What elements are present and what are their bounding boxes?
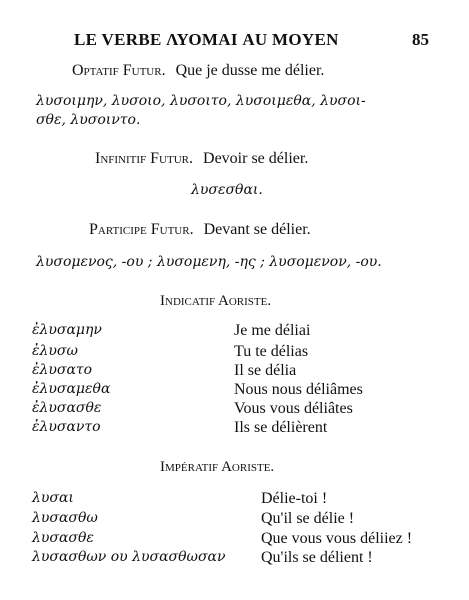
optatif-futur-heading	[72, 62, 324, 80]
greek-form: ἐλυσαντο	[32, 419, 101, 435]
french-translation: Vous vous déliâtes	[234, 400, 353, 417]
french-translation: Il se délia	[234, 362, 297, 379]
greek-form: λυσαι	[32, 490, 74, 506]
table-row	[32, 490, 452, 509]
table-row	[32, 530, 452, 549]
greek-form: λυσασθε	[32, 530, 94, 546]
greek-form: λυσασθω	[32, 510, 98, 526]
running-header-title: LE VERBE ΛΥΟΜΑΙ AU MOYEN	[74, 30, 339, 49]
table-row	[32, 400, 452, 419]
optatif-futur-greek-line2: σθε, λυσοιντο.	[36, 112, 141, 128]
table-row	[32, 343, 452, 362]
french-translation: Je me déliai	[234, 322, 311, 339]
participe-futur-translation: Devant se délier.	[203, 221, 311, 238]
optatif-futur-translation: Que je dusse me délier.	[175, 62, 325, 79]
optatif-futur-greek-line1: λυσοιμην, λυσοιο, λυσοιτο, λυσοιμεθα, λυσοι-	[36, 93, 366, 109]
infinitif-futur-greek: λυσεσθαι.	[191, 182, 263, 198]
imperatif-aoriste-title: Impératif Aoriste.	[160, 459, 275, 475]
optatif-futur-label: Optatif Futur.	[72, 62, 166, 79]
greek-form: ἐλυσατο	[32, 362, 93, 378]
table-row	[32, 322, 452, 341]
greek-form: ἐλυσαμην	[32, 322, 102, 338]
participe-futur-greek: λυσομενος, -ου ; λυσομενη, -ης ; λυσομενον, -ου.	[36, 254, 382, 270]
table-row	[32, 381, 452, 400]
table-row	[32, 419, 452, 438]
infinitif-futur-heading	[95, 150, 308, 168]
infinitif-futur-translation: Devoir se délier.	[203, 150, 309, 167]
french-translation: Ils se délièrent	[234, 419, 328, 436]
table-row	[32, 549, 452, 568]
greek-form: λυσασθων ου λυσασθωσαν	[32, 549, 226, 565]
greek-form: ἐλυσαμεθα	[32, 381, 111, 397]
table-row	[32, 510, 452, 529]
participe-futur-label: Participe Futur.	[89, 221, 194, 238]
indicatif-aoriste-title: Indicatif Aoriste.	[160, 293, 272, 309]
participe-futur-heading	[89, 221, 311, 239]
table-row	[32, 362, 452, 381]
greek-form: ἐλυσασθε	[32, 400, 102, 416]
infinitif-futur-label: Infinitif Futur.	[95, 150, 194, 167]
french-translation: Qu'il se délie !	[261, 510, 355, 527]
french-translation: Qu'ils se délient !	[261, 549, 373, 566]
greek-form: ἐλυσω	[32, 343, 78, 359]
page-number: 85	[412, 30, 429, 49]
french-translation: Délie-toi !	[261, 490, 328, 507]
french-translation: Nous nous déliâmes	[234, 381, 363, 398]
french-translation: Tu te délias	[234, 343, 309, 360]
french-translation: Que vous vous déliiez !	[261, 530, 413, 547]
